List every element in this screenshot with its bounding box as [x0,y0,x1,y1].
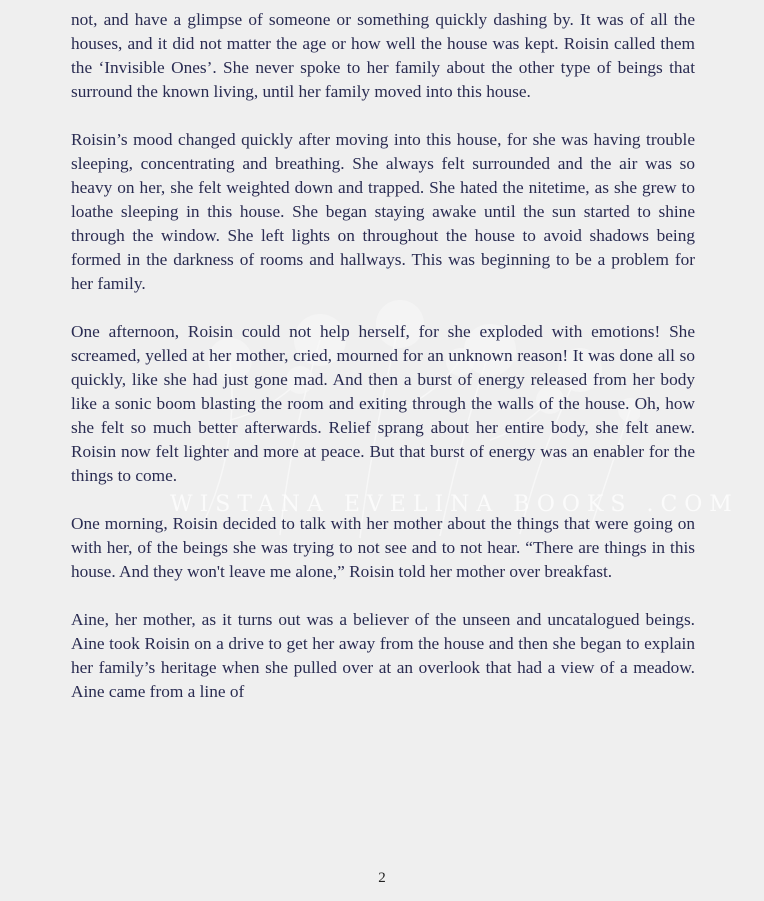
page-number: 2 [378,870,386,886]
paragraph: not, and have a glimpse of someone or something quickly dashing by. It was of all the houses, and it did not matter the age or how well the house was kept. Roisin called them the ‘Invisible Ones’. She never spoke to her family about the other type of beings that surround the known living, until her family moved into this house. [71,10,695,101]
paragraph: Roisin’s mood changed quickly after moving into this house, for she was having trouble sleeping, concentrating and breathing. She always felt surrounded and the air was so heavy on her, she felt weighted down and trapped. She hated the nitetime, as she grew to loathe sleeping in this house. She began staying awake until the sun started to shine through the window. She left lights on throughout the house to avoid shadows being formed in the darkness of rooms and hallways. This was beginning to be a problem for her family. [71,130,695,293]
watermark-text: WISTANA EVELINA BOOKS .COM [170,492,739,517]
paragraph: One afternoon, Roisin could not help herself, for she exploded with emotions! She screamed, yelled at her mother, cried, mourned for an unknown reason! It was done all so quickly, like she had just gone mad. And then a burst of energy released from her body like a sonic boom blasting the room and exiting through the walls of the house. Oh, how she felt so much better afterwards. Relief sprang about her entire body, she felt anew. Roisin now felt lighter and more at peace. But that burst of energy was an enabler for the things to come. [71,322,695,485]
paragraph: One morning, Roisin decided to talk with her mother about the things that were going on with her, of the beings she was trying to not see and to not hear. “There are things in this house. And they won't leave me alone,” Roisin told her mother over breakfast. [71,514,695,581]
paragraph: Aine, her mother, as it turns out was a believer of the unseen and uncatalogued beings. Aine took Roisin on a drive to get her away from the house and then she began to explain her family’s heritage when she pulled over at an overlook that had a view of a meadow. Aine came from a line of [71,610,695,701]
body-text [71,8,739,728]
